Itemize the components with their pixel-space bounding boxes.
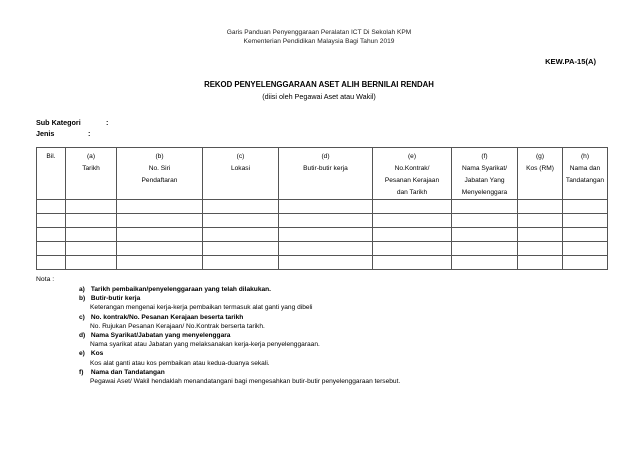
table-cell xyxy=(203,256,279,270)
notes-list xyxy=(79,285,619,386)
table-cell xyxy=(563,200,608,214)
note-description: Kos alat ganti atau kos pembaikan atau kedua-duanya sekali. xyxy=(90,359,270,367)
table-cell xyxy=(37,228,66,242)
document-header-line1: Garis Panduan Penyenggaraan Peralatan ICT Di Sekolah KPM xyxy=(226,29,412,36)
table-cell xyxy=(373,242,452,256)
table-row xyxy=(37,228,608,242)
table-cell xyxy=(66,214,117,228)
table-cell xyxy=(66,228,117,242)
column-label: Lokasi xyxy=(230,165,251,172)
table-cell xyxy=(37,214,66,228)
note-item xyxy=(79,285,619,294)
column-label: Butir-butir kerja xyxy=(303,165,348,172)
col-c-header xyxy=(203,148,279,200)
table-cell xyxy=(518,256,563,270)
col-g-header xyxy=(518,148,563,200)
column-letter: (e) xyxy=(407,153,417,160)
table-cell xyxy=(373,214,452,228)
table-cell xyxy=(279,200,373,214)
column-label: Pesanan Kerajaan xyxy=(384,177,440,184)
table-cell xyxy=(279,242,373,256)
col-h-header xyxy=(563,148,608,200)
table-cell xyxy=(563,256,608,270)
table-cell xyxy=(66,256,117,270)
form-code: KEW.PA-15(A) xyxy=(545,57,596,66)
note-heading: Butir-butir kerja xyxy=(90,295,141,303)
col-b-header xyxy=(117,148,203,200)
column-label: dan Tarikh xyxy=(396,189,428,196)
column-label: Pendaftaran xyxy=(141,177,178,184)
note-item xyxy=(79,368,619,386)
document-header-line2: Kementerian Pendidikan Malaysia Bagi Tahun 2019 xyxy=(243,38,395,45)
maintenance-record-table xyxy=(36,147,608,270)
note-label: b) xyxy=(79,295,86,303)
table-cell xyxy=(203,242,279,256)
field-sub-kategori-label: Sub Kategori xyxy=(36,118,81,127)
table-cell xyxy=(518,200,563,214)
note-heading: No. kontrak/No. Pesanan Kerajaan beserta tarikh xyxy=(90,313,244,321)
note-label: d) xyxy=(79,332,86,340)
note-heading: Tarikh pembaikan/penyelenggaraan yang telah dilakukan. xyxy=(90,286,272,293)
note-description: Pegawai Aset/ Wakil hendaklah menandatangani bagi mengesahkan butir-butir penyelenggaraan tersebut. xyxy=(90,378,401,386)
table-cell xyxy=(37,200,66,214)
note-heading: Nama dan Tandatangan xyxy=(90,368,165,376)
table-cell xyxy=(373,200,452,214)
column-letter: (f) xyxy=(481,153,488,160)
table-cell xyxy=(563,214,608,228)
note-label: a) xyxy=(79,286,85,293)
column-label: Menyelenggara xyxy=(461,189,508,196)
table-cell xyxy=(373,228,452,242)
note-label: c) xyxy=(79,313,85,321)
table-cell xyxy=(66,242,117,256)
table-cell xyxy=(452,228,518,242)
field-sub-kategori-colon: : xyxy=(106,118,109,127)
col-f-header xyxy=(452,148,518,200)
column-letter: (c) xyxy=(236,153,245,160)
table-cell xyxy=(117,228,203,242)
table-cell xyxy=(37,256,66,270)
note-description: Keterangan mengenai kerja-kerja pembaikan termasuk alat ganti yang dibeli xyxy=(90,304,313,312)
table-cell xyxy=(279,214,373,228)
note-label: e) xyxy=(79,350,85,358)
table-cell xyxy=(518,242,563,256)
table-cell xyxy=(117,200,203,214)
table-header-row xyxy=(37,148,608,200)
column-letter: (h) xyxy=(580,153,590,160)
nota-label: Nota : xyxy=(36,276,55,283)
column-letter: (b) xyxy=(155,153,164,160)
form-title: REKOD PENYELENGGARAAN ASET ALIH BERNILAI RENDAH xyxy=(204,80,434,89)
table-cell xyxy=(518,228,563,242)
table-cell xyxy=(66,200,117,214)
table-row xyxy=(37,200,608,214)
note-item xyxy=(79,294,619,312)
note-description: Nama syarikat atau Jabatan yang melaksanakan kerja-kerja penyelenggaraan. xyxy=(90,341,320,349)
table-cell xyxy=(373,256,452,270)
note-item xyxy=(79,349,619,367)
note-label: f) xyxy=(79,368,84,376)
table-row xyxy=(37,214,608,228)
table-cell xyxy=(452,200,518,214)
table-cell xyxy=(203,228,279,242)
column-label: Nama Syarikat/ xyxy=(461,165,508,172)
table-cell xyxy=(452,256,518,270)
note-item xyxy=(79,313,619,331)
table-body xyxy=(37,200,608,270)
table-cell xyxy=(203,200,279,214)
table-cell xyxy=(518,214,563,228)
field-jenis-label: Jenis xyxy=(36,129,55,138)
note-item xyxy=(79,331,619,349)
table-cell xyxy=(37,242,66,256)
table-cell xyxy=(563,228,608,242)
column-label: Kos (RM) xyxy=(526,165,554,172)
column-label: Jabatan Yang xyxy=(464,177,505,184)
form-subtitle: (diisi oleh Pegawai Aset atau Wakil) xyxy=(262,92,376,101)
table-cell xyxy=(279,256,373,270)
table-cell xyxy=(452,214,518,228)
column-label: Tarikh xyxy=(82,165,100,172)
column-label: No. Siri xyxy=(148,165,171,172)
col-d-header xyxy=(279,148,373,200)
column-letter: (a) xyxy=(86,153,96,160)
column-letter: (g) xyxy=(535,153,545,160)
table-row xyxy=(37,242,608,256)
column-label: Nama dan xyxy=(569,165,601,172)
table-cell xyxy=(452,242,518,256)
column-letter: Bil. xyxy=(46,153,56,160)
table-cell xyxy=(117,214,203,228)
field-jenis-colon: : xyxy=(88,129,91,138)
column-label: Tandatangan xyxy=(565,177,605,184)
table-cell xyxy=(279,228,373,242)
table-cell xyxy=(117,242,203,256)
column-label: No.Kontrak/ xyxy=(394,165,430,172)
col-a-header xyxy=(66,148,117,200)
note-description: No. Rujukan Pesanan Kerajaan/ No.Kontrak berserta tarikh. xyxy=(90,322,265,330)
col-e-header xyxy=(373,148,452,200)
table-cell xyxy=(563,242,608,256)
col-bil-header xyxy=(37,148,66,200)
table-row xyxy=(37,256,608,270)
table-cell xyxy=(117,256,203,270)
table-cell xyxy=(203,214,279,228)
column-letter: (d) xyxy=(321,153,330,160)
note-heading: Kos xyxy=(90,350,104,358)
note-heading: Nama Syarikat/Jabatan yang menyelenggara xyxy=(90,332,231,340)
